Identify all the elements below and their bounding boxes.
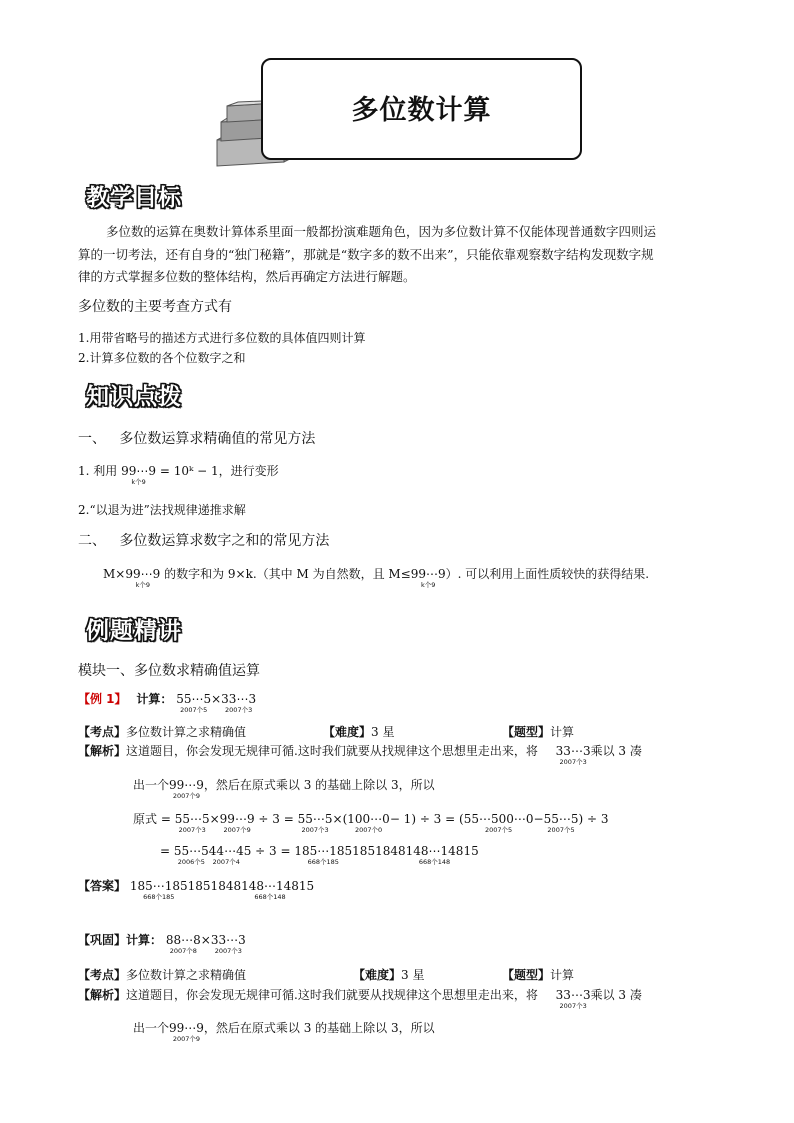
page-title: 多位数计算 xyxy=(351,95,492,126)
nandu-row-2: 【难度】3 星 xyxy=(353,968,425,982)
knowledge-method-2: 2.“以退为进”法找规律递推求解 xyxy=(78,503,246,517)
tixing-row-2: 【题型】计算 xyxy=(502,968,575,982)
example-1-tag: 【例 1】 xyxy=(78,692,127,706)
knowledge-heading-1: 一、 多位数运算求精确值的常见方法 xyxy=(78,431,316,447)
nandu-row-1: 【难度】3 星 xyxy=(323,725,395,739)
goals-paragraph-line-1: 多位数的运算在奥数计算体系里面一般都扮演难题角色，因为多位数计算不仅能体现普通数字四则运 xyxy=(106,224,657,239)
nines-number-bound: 99⋯9 k个9 xyxy=(410,567,446,589)
knowledge-method-1 xyxy=(78,462,279,486)
example-1: 【例 1】 计算： 55⋯5 2007个5 ×33⋯3 2007个3 xyxy=(78,692,257,714)
section-heading-goals: 教学目标 xyxy=(86,185,182,211)
jiexi-2-line-2: 出一个99⋯9 2007个9 ，然后在原式乘以 3 的基础上除以 3，所以 xyxy=(133,1021,435,1043)
jiexi-line-1: 【解析】这道题目，你会发现无规律可循.这时我们就要从找规律这个思想里走出来，将 33⋯3 2007个3 乘以 3 凑 xyxy=(78,744,642,766)
nines-number: 99⋯9 k个9 xyxy=(125,567,161,589)
method-1-prefix: 1. 利用 xyxy=(78,464,118,478)
section-heading-examples: 例题精讲 xyxy=(86,618,182,644)
kaodian-row-2: 【考点】多位数计算之求精确值 xyxy=(78,968,247,982)
knowledge-heading-2: 二、 多位数运算求数字之和的常见方法 xyxy=(78,533,330,549)
knowledge-digit-sum-line: M×99⋯9 k个9 的数字和为 9×k.（其中 M 为自然数，且 M≤99⋯9 k个9 ）. 可以利用上面性质较快的获得结果. xyxy=(103,567,650,589)
gonggu-line: 【巩固】计算： 88⋯8 2007个8 ×33⋯3 2007个3 xyxy=(78,933,246,955)
title-box xyxy=(261,58,582,160)
goals-paragraph-line-3: 律的方式掌握多位数的整体结构，然后再确定方法进行解题。 xyxy=(78,269,416,284)
kaodian-row-1: 【考点】多位数计算之求精确值 xyxy=(78,725,247,739)
section-heading-knowledge: 知识点拨 xyxy=(86,384,182,410)
goals-subhead: 多位数的主要考查方式有 xyxy=(78,299,232,315)
equation-line-1: 原式 = 55⋯5 2007个3 ×99⋯9 2007个9 ÷ 3 = 55⋯5 2007个3 ×(100⋯0 2007个0 − 1) ÷ 3 = (55⋯500⋯0 2007个5 −55⋯5 2007个5 ) ÷ 3 xyxy=(133,812,609,834)
method-1-suffix: = 10ᵏ − 1，进行变形 xyxy=(159,464,279,478)
jiexi-2-line-1: 【解析】这道题目，你会发现无规律可循.这时我们就要从找规律这个思想里走出来，将 33⋯3 2007个3 乘以 3 凑 xyxy=(78,988,642,1010)
nines-number: 99⋯9 k个9 xyxy=(121,464,156,486)
goals-item-2: 2.计算多位数的各个位数字之和 xyxy=(78,351,246,365)
goals-item-1: 1.用带省略号的描述方式进行多位数的具体值四则计算 xyxy=(78,331,366,345)
answer-line: 【答案】 185⋯185 668个185 1851848148⋯148 668个148 15 xyxy=(78,879,315,901)
goals-paragraph-line-2: 算的一切考法，还有自身的“独门秘籍”，那就是“数字多的数不出来”，只能依靠观察数字结构发现数字规 xyxy=(78,247,654,262)
jiexi-line-2: 出一个99⋯9 2007个9 ，然后在原式乘以 3 的基础上除以 3，所以 xyxy=(133,778,435,800)
module-heading: 模块一、多位数求精确值运算 xyxy=(78,663,260,679)
tixing-row-1: 【题型】计算 xyxy=(502,725,575,739)
equation-line-2: = 55⋯5 2006个5 44⋯4 2007个4 5 ÷ 3 = 185⋯185 668个185 1851848148⋯148 668个148 15 xyxy=(160,844,479,866)
